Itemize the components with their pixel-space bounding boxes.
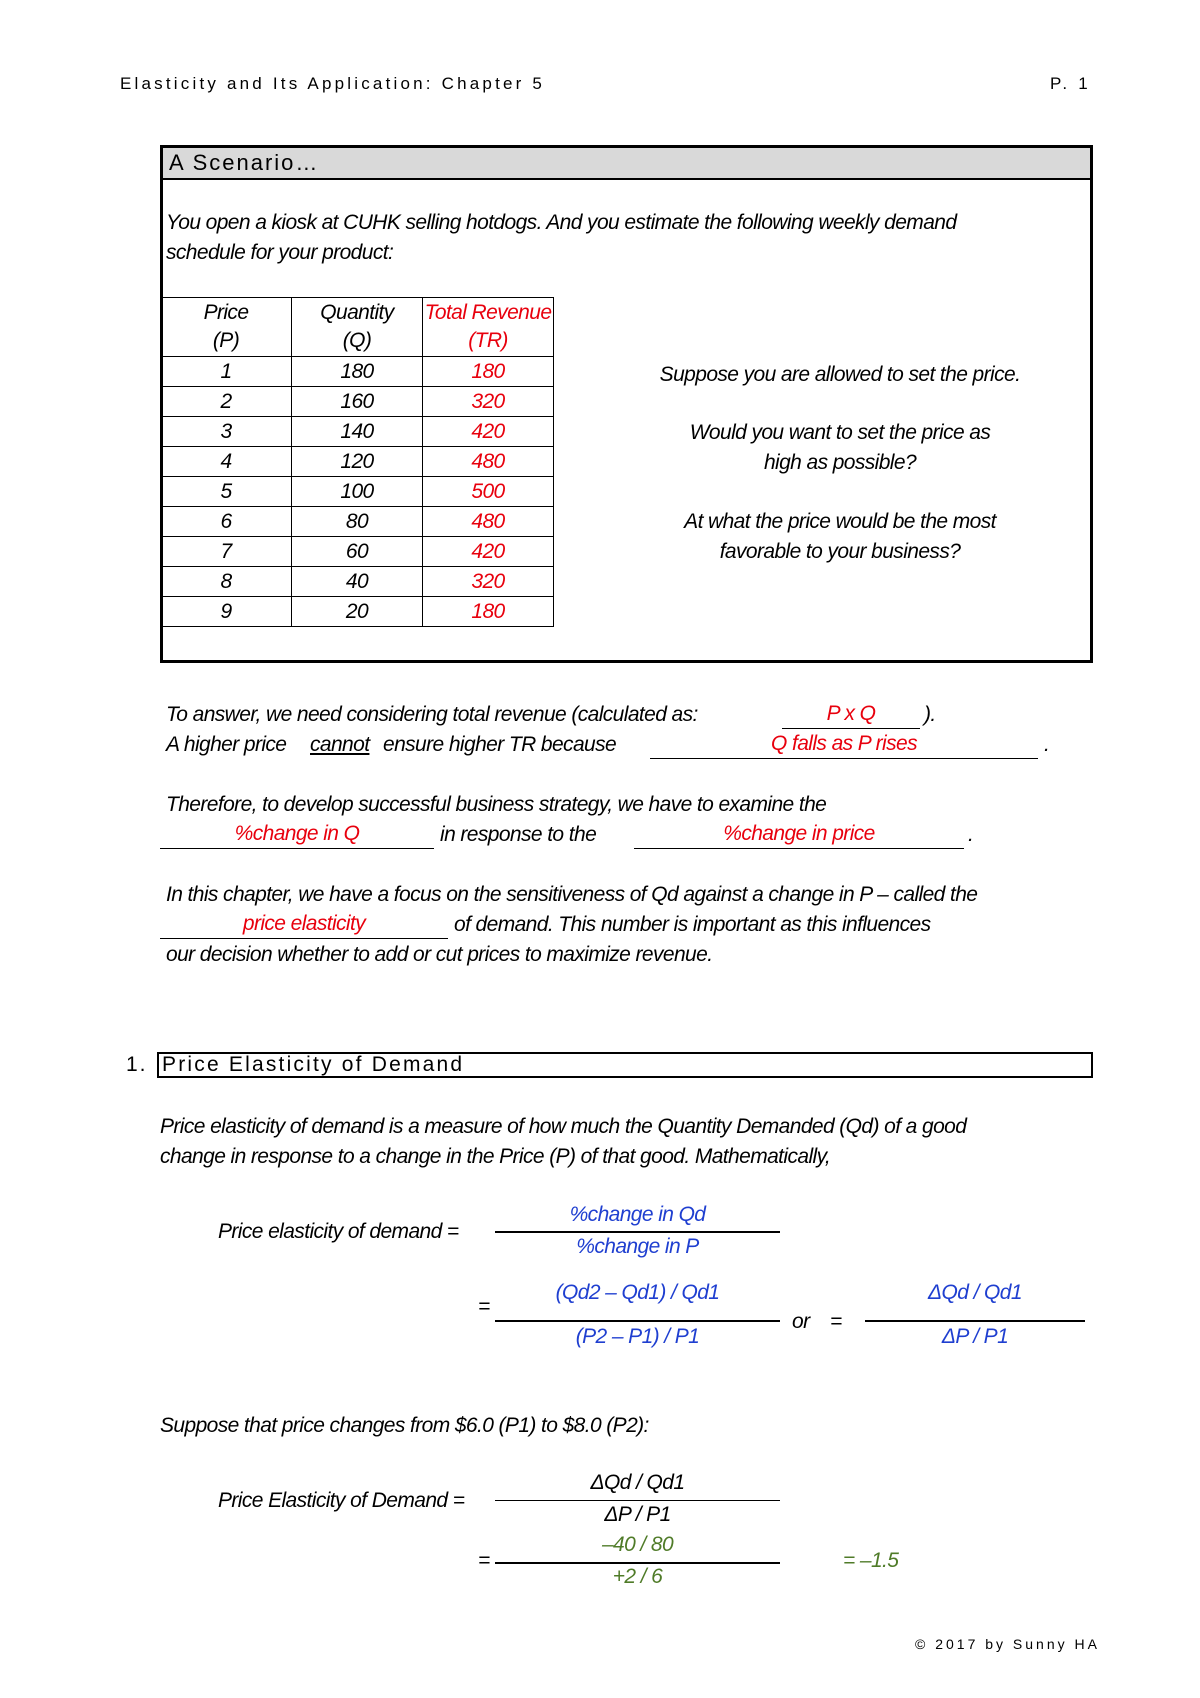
ped-label: Price Elasticity of Demand = (218, 1489, 465, 1512)
pct-change-q-blank: %change in Q (160, 820, 434, 849)
calc-equals: = (478, 1549, 490, 1572)
tr-calc-prefix: To answer, we need considering total revenue (calculated as: (166, 703, 698, 726)
formula2-numerator: (Qd2 – Qd1) / Qd1 (555, 1281, 720, 1304)
header-price (161, 298, 292, 357)
table-row (161, 537, 554, 567)
cell-total-revenue: 420 (423, 537, 554, 567)
formula1-denominator: %change in P (576, 1235, 699, 1258)
question-favorable-line1: At what the price would be the most (684, 510, 996, 533)
higher-price-suffix: . (1044, 733, 1050, 756)
formula2-equals: = (478, 1295, 490, 1318)
definition-line1: Price elasticity of demand is a measure of how much the Quantity Demanded (Qd) of a good (160, 1115, 967, 1138)
higher-price-cannot: cannot (310, 733, 370, 756)
header-quantity-label: Quantity (320, 301, 394, 324)
cell-quantity: 80 (292, 507, 423, 537)
header-price-symbol: (P) (212, 329, 240, 352)
header-total-revenue (423, 298, 554, 357)
formula1-numerator: %change in Qd (569, 1203, 706, 1226)
pct-change-price-blank: %change in price (634, 820, 964, 849)
table-row (161, 597, 554, 627)
table-row (161, 567, 554, 597)
cell-price: 7 (161, 537, 292, 567)
document-header-title: Elasticity and Its Application: Chapter 5 (120, 74, 546, 93)
cell-total-revenue: 480 (423, 447, 554, 477)
cell-quantity: 40 (292, 567, 423, 597)
section-number: 1. (126, 1053, 148, 1076)
cell-price: 4 (161, 447, 292, 477)
cell-quantity: 180 (292, 357, 423, 387)
or-text: or (792, 1310, 810, 1333)
cell-quantity: 140 (292, 417, 423, 447)
cell-total-revenue: 420 (423, 417, 554, 447)
cell-total-revenue: 500 (423, 477, 554, 507)
cell-total-revenue: 180 (423, 597, 554, 627)
suppose-line: Suppose that price changes from $6.0 (P1) to $8.0 (P2): (160, 1414, 649, 1437)
calc-numerator: –40 / 80 (601, 1533, 674, 1556)
calc-result: = –1.5 (843, 1549, 899, 1572)
cell-total-revenue: 320 (423, 567, 554, 597)
table-header-row (161, 298, 554, 357)
question-set-price: Suppose you are allowed to set the price. (659, 363, 1021, 386)
cell-price: 6 (161, 507, 292, 537)
ped-denominator: ΔP / P1 (604, 1503, 671, 1526)
cell-price: 2 (161, 387, 292, 417)
calc-denominator: +2 / 6 (612, 1565, 663, 1588)
cell-total-revenue: 320 (423, 387, 554, 417)
period-text: . (968, 823, 974, 846)
table-row (161, 477, 554, 507)
higher-price-prefix: A higher price (166, 733, 287, 756)
cell-price: 9 (161, 597, 292, 627)
formula3-numerator: ΔQd / Qd1 (928, 1281, 1022, 1304)
cell-quantity: 100 (292, 477, 423, 507)
question-high-price-line1: Would you want to set the price as (689, 421, 991, 444)
higher-price-blank: Q falls as P rises (650, 730, 1038, 759)
cell-price: 5 (161, 477, 292, 507)
formula3-equals: = (830, 1310, 842, 1333)
definition-line2: change in response to a change in the Price (P) of that good. Mathematically, (160, 1145, 831, 1168)
in-response-text: in response to the (440, 823, 597, 846)
tr-calc-suffix: ). (924, 703, 936, 726)
chapter-focus-line: In this chapter, we have a focus on the sensitiveness of Qd against a change in P – called the (166, 883, 978, 906)
table-row (161, 507, 554, 537)
footer-copyright: © 2017 by Sunny HA (915, 1636, 1100, 1652)
tr-calc-blank: P x Q (782, 700, 920, 729)
cell-total-revenue: 180 (423, 357, 554, 387)
of-demand-line: of demand. This number is important as this influences (454, 913, 931, 936)
header-quantity (292, 298, 423, 357)
decision-line: our decision whether to add or cut prices to maximize revenue. (166, 943, 713, 966)
price-elasticity-blank: price elasticity (160, 910, 448, 939)
table-row (161, 357, 554, 387)
table-row (161, 417, 554, 447)
ped-numerator: ΔQd / Qd1 (590, 1471, 685, 1494)
page-number: P. 1 (1050, 74, 1091, 93)
scenario-intro-line1: You open a kiosk at CUHK selling hotdogs. And you estimate the following weekly demand (166, 211, 957, 234)
header-tr-label: Total Revenue (424, 301, 552, 324)
cell-quantity: 20 (292, 597, 423, 627)
header-tr-symbol: (TR) (468, 329, 508, 352)
header-price-label: Price (203, 301, 249, 324)
cell-total-revenue: 480 (423, 507, 554, 537)
cell-quantity: 60 (292, 537, 423, 567)
scenario-intro-line2: schedule for your product: (166, 241, 394, 264)
cell-quantity: 120 (292, 447, 423, 477)
higher-price-mid: ensure higher TR because (383, 733, 617, 756)
table-row (161, 387, 554, 417)
cell-price: 3 (161, 417, 292, 447)
demand-schedule-table (160, 297, 554, 627)
question-favorable-line2: favorable to your business? (719, 540, 961, 563)
question-high-price-line2: high as possible? (763, 451, 917, 474)
formula2-denominator: (P2 – P1) / P1 (575, 1325, 700, 1348)
cell-quantity: 160 (292, 387, 423, 417)
formula3-denominator: ΔP / P1 (941, 1325, 1009, 1348)
section-title: Price Elasticity of Demand (157, 1052, 1093, 1078)
table-row (161, 447, 554, 477)
cell-price: 1 (161, 357, 292, 387)
formula-label: Price elasticity of demand = (218, 1220, 459, 1243)
therefore-line: Therefore, to develop successful business strategy, we have to examine the (166, 793, 827, 816)
cell-price: 8 (161, 567, 292, 597)
scenario-heading: A Scenario… (163, 148, 1090, 180)
header-quantity-symbol: (Q) (342, 329, 372, 352)
